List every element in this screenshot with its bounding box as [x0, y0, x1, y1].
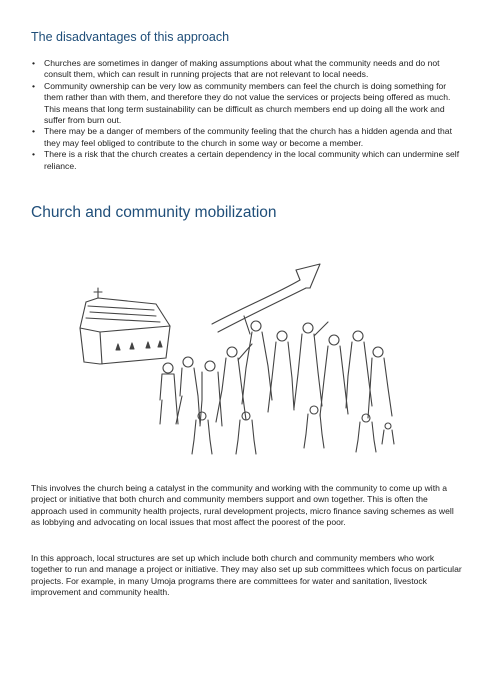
paragraph-mobilization-intro: This involves the church being a catalyst in the community and working with the community to come up with a project or initiative that both church and community members support and own together. This is often the approach used in community health projects, rural development projects, micro finance saving schemes as well as lobbying and advocating on local issues that most affect the poorest of the poor.	[31, 483, 454, 528]
list-item	[31, 58, 461, 81]
bullet-icon: •	[32, 58, 36, 68]
upward-arrow-drawing	[212, 264, 320, 332]
list-item-text: There may be a danger of members of the community feeling that the church has a hidden agenda and that they may feel obliged to contribute to the church in some way or become a member.	[44, 126, 452, 148]
church-drawing	[80, 288, 170, 364]
section-heading-disadvantages: The disadvantages of this approach	[31, 30, 230, 44]
list-item	[31, 149, 461, 172]
section-heading-mobilization: Church and community mobilization	[31, 204, 277, 221]
community-mobilization-illustration	[76, 240, 412, 460]
bullet-icon: •	[32, 149, 36, 160]
list-item	[31, 81, 461, 127]
bullet-icon: •	[32, 126, 36, 137]
list-item-text: Community ownership can be very low as community members can feel the church is doing something for them rather than with them, and therefore they do not value the services or projects being offered as much. This means that long term sustainability can be difficult as church members end up doing all the work and suffer from burn out.	[44, 80, 451, 126]
list-item	[31, 126, 461, 149]
people-crowd-drawing	[160, 316, 394, 454]
bullet-icon: •	[32, 80, 36, 91]
list-item-text: Churches are sometimes in danger of making assumptions about what the community needs and do not consult them, which can result in running projects that are not relevant to local needs.	[44, 58, 440, 80]
paragraph-local-structures: In this approach, local structures are set up which include both church and community members who work together to run and manage a project or initiative. They may also set up sub committees which focus on particular projects. For example, in many Umoja programs there are committees for water and sanitation, livestock improvement and community health.	[31, 553, 462, 598]
disadvantages-list	[31, 58, 461, 172]
list-item-text: There is a risk that the church creates a certain dependency in the local community which can undermine self reliance.	[44, 149, 460, 171]
